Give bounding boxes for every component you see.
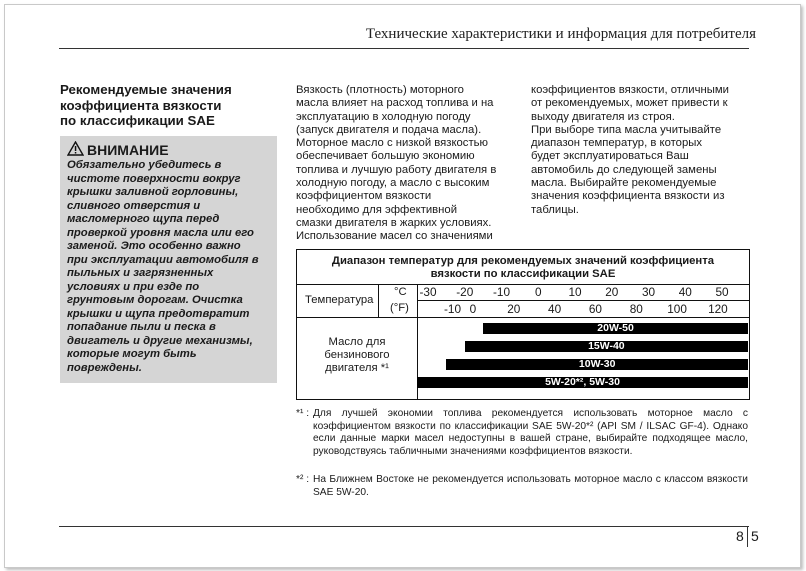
body-line: Вязкость (плотность) моторного (296, 84, 464, 96)
fahrenheit-tick: 120 (708, 302, 728, 316)
viscosity-table (296, 249, 750, 400)
warning-box (60, 136, 277, 383)
body-line: эксплуатацию в холодную погоду (296, 110, 471, 123)
fahrenheit-tick: 40 (548, 302, 562, 316)
body-line: от рекомендуемых, может привести к (531, 97, 728, 110)
body-line: обеспечивает большую экономию (296, 150, 475, 163)
fahrenheit-tick: 100 (667, 302, 687, 316)
footer-rule (59, 526, 749, 527)
body-line: необходимо для эффективной (296, 203, 458, 216)
body-column-2 (531, 84, 747, 217)
warning-heading (67, 141, 169, 159)
celsius-tick: -30 (419, 285, 437, 299)
body-line: будет эксплуатироваться Ваш (531, 150, 689, 163)
viscosity-bar: 5W-20*², 5W-30 (417, 377, 748, 388)
oil-label-line: бензинового (324, 349, 390, 361)
fahrenheit-tick: 20 (507, 302, 521, 316)
section-title-line: по классификации SAE (60, 113, 215, 128)
footnote-1 (296, 408, 748, 458)
warning-line: крышки и щупа предотвратит (67, 307, 250, 320)
body-line: При выборе типа масла учитывайте (531, 123, 722, 136)
celsius-tick: 50 (715, 285, 729, 299)
header-title: Технические характеристики и информация для потребителя (365, 26, 756, 42)
body-line: коэффициентом вязкости (296, 190, 432, 203)
warning-line: чистоте поверхности вокруг (67, 172, 241, 185)
table-title (297, 255, 749, 281)
warning-line: сливного отверстия и (67, 199, 201, 212)
footnote-text: Для лучшей экономии топлива рекомендуется использовать моторное масло с коэффициентом вязкости по классификации SAE 5W-20*² (API SM / ILSAC GF-4). Однако если данные марки масел недоступны в вашей стране, выбирайте подходящее масло, руководствуясь табличными значениями коэффициентов вязкости. (313, 408, 748, 457)
body-line: автомобиль до следующей замены (531, 163, 717, 176)
unit-fahrenheit: (°F) (390, 302, 409, 314)
body-line: холодную погоду, а масло с высоким (296, 177, 490, 190)
section-title (60, 82, 280, 129)
body-line: значения коэффициента вязкости из (531, 190, 725, 203)
celsius-tick: 30 (641, 285, 656, 299)
oil-label-line: двигателя *¹ (325, 362, 389, 374)
fahrenheit-tick: 80 (629, 302, 643, 316)
warning-line: проверкой уровня масла или его (67, 226, 254, 239)
celsius-tick: 10 (568, 285, 582, 299)
table-title-line: вязкости по классификации SAE (430, 268, 616, 280)
fahrenheit-tick: 60 (588, 302, 602, 316)
table-divider (378, 284, 379, 317)
section-title-line: Рекомендуемые значения (60, 82, 232, 97)
warning-text (67, 159, 270, 375)
celsius-tick: 40 (678, 285, 692, 299)
table-title-line: Диапазон температур для рекомендуемых значений коэффициента (331, 255, 715, 267)
warning-line: попадание пыли и песка в (67, 321, 216, 333)
temperature-label: Температура (305, 294, 374, 306)
body-line: топлива и лучшую работу двигателя в (296, 163, 497, 176)
celsius-tick: -10 (492, 285, 511, 299)
body-line: Моторное масло с низкой вязкостью (296, 137, 488, 150)
body-line: масла влияет на расход топлива и на (296, 97, 494, 110)
warning-line: Обязательно убедитесь в (67, 159, 222, 171)
body-line: коэффициентов вязкости, отличными (531, 84, 729, 96)
body-line: Использование масел со значениями (296, 230, 493, 243)
celsius-tick: 0 (534, 285, 542, 299)
warning-line: крышки заливной горловины, (67, 186, 239, 198)
footnote-mark: *² : (296, 474, 310, 485)
viscosity-bar: 20W-50 (483, 323, 748, 334)
viscosity-bar: 10W-30 (446, 359, 748, 370)
body-line: (запуск двигателя и подача масла). (296, 123, 482, 136)
celsius-tick: -20 (456, 285, 474, 299)
body-column-1 (296, 84, 510, 244)
fahrenheit-tick: 0 (469, 302, 477, 316)
warning-line: двигатель и другие механизмы, (67, 334, 253, 347)
warning-line: при эксплуатации автомобиля в (67, 253, 259, 266)
warning-line: условиях и при езде по (67, 280, 200, 293)
table-divider (417, 300, 749, 301)
chapter-number: 8 (736, 528, 744, 544)
footnote-2 (296, 474, 748, 499)
warning-triangle-icon (67, 141, 84, 159)
fahrenheit-tick: -10 (443, 302, 462, 316)
oil-label-line: Масло для (328, 336, 386, 348)
footnote-text: На Ближнем Востоке не рекомендуется использовать моторное масло с классом вязкости SAE 5W-20. (313, 474, 748, 498)
viscosity-bar: 15W-40 (465, 341, 748, 352)
page-number: 5 (751, 528, 759, 544)
table-divider (297, 317, 749, 318)
warning-line: заменой. Это особенно важно (67, 240, 241, 252)
footnote-mark: *¹ : (296, 408, 310, 419)
unit-celsius: °C (394, 286, 407, 298)
body-line: таблицы. (531, 203, 579, 216)
section-title-line: коэффициента вязкости (60, 97, 222, 113)
header-rule (59, 48, 749, 49)
celsius-tick: 20 (605, 285, 619, 299)
warning-line: масломерного щупа перед (67, 213, 220, 225)
body-line: смазки двигателя в жарких условиях. (296, 216, 492, 229)
body-line: выходу двигателя из строя. (531, 110, 675, 123)
warning-title: ВНИМАНИЕ (87, 142, 169, 158)
warning-line: которые могут быть (67, 348, 197, 360)
body-line: диапазон температур, в которых (531, 137, 702, 150)
oil-label (297, 336, 417, 375)
warning-line: грунтовым дорогам. Очистка (67, 294, 243, 306)
warning-line: пыльных и загрязненных (67, 267, 214, 279)
body-line: масла. Выбирайте рекомендуемые (531, 177, 717, 190)
page-number-separator (747, 527, 748, 547)
warning-line: повреждены. (67, 361, 142, 374)
